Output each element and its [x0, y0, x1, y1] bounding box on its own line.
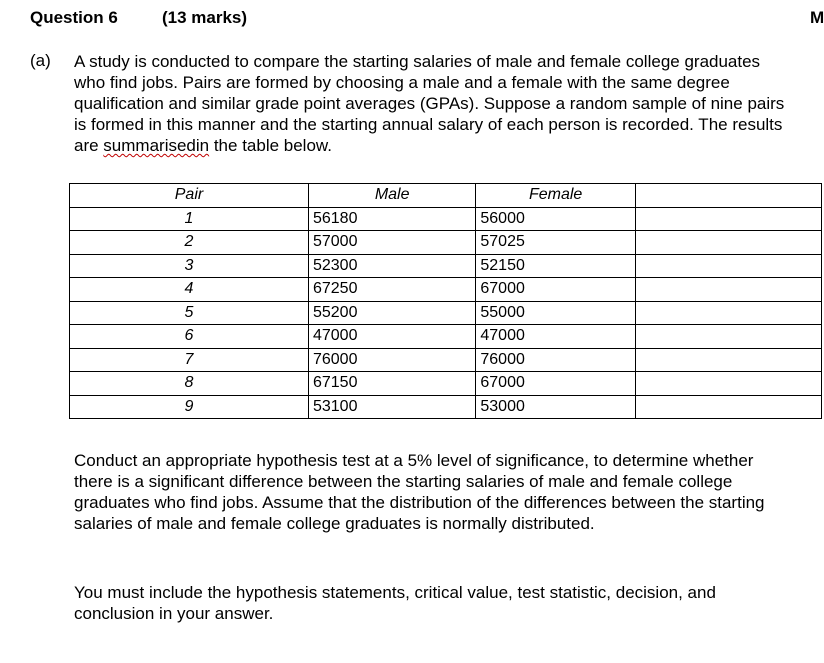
female-salary-cell: 67000 — [476, 278, 636, 302]
male-salary-cell: 55200 — [308, 301, 475, 325]
conduct-paragraph: Conduct an appropriate hypothesis test at a 5% level of significance, to determine whether there is a significant difference between the starting salaries of male and female college graduates who find jobs. Assume that the distribution of the differences between the starting salaries of male and female college graduates is normally distributed. — [74, 451, 765, 533]
male-salary-cell: 67150 — [308, 372, 475, 396]
pair-cell: 6 — [70, 325, 309, 349]
male-salary-cell: 52300 — [308, 254, 475, 278]
pair-cell: 1 — [70, 207, 309, 231]
female-salary-cell: 56000 — [476, 207, 636, 231]
blank-cell — [635, 231, 821, 255]
header-pair: Pair — [70, 184, 309, 208]
blank-cell — [635, 348, 821, 372]
table-row — [70, 278, 822, 302]
male-salary-cell: 67250 — [308, 278, 475, 302]
female-salary-cell: 57025 — [476, 231, 636, 255]
part-label: (a) — [30, 51, 51, 70]
table-row — [70, 254, 822, 278]
female-salary-cell: 76000 — [476, 348, 636, 372]
intro-text-end: the table below. — [209, 136, 332, 155]
table-row — [70, 301, 822, 325]
male-salary-cell: 57000 — [308, 231, 475, 255]
corner-letter: M — [810, 8, 824, 27]
question-marks: (13 marks) — [162, 8, 248, 27]
question-number: Question 6 — [30, 8, 118, 27]
pair-cell: 8 — [70, 372, 309, 396]
pair-cell: 7 — [70, 348, 309, 372]
table-row — [70, 395, 822, 419]
intro-paragraph — [74, 51, 794, 156]
table-row — [70, 372, 822, 396]
table-row — [70, 231, 822, 255]
include-paragraph: You must include the hypothesis statements, critical value, test statistic, decision, and conclusion in your answer. — [74, 583, 716, 623]
pair-cell: 2 — [70, 231, 309, 255]
female-salary-cell: 52150 — [476, 254, 636, 278]
table-row — [70, 207, 822, 231]
male-salary-cell: 76000 — [308, 348, 475, 372]
female-salary-cell: 55000 — [476, 301, 636, 325]
intro-text: A study is conducted to compare the starting salaries of male and female college graduates who find jobs. Pairs are formed by choosing a male and a female with the same degree qualification and similar grade point averages (GPAs). Suppose a random sample of nine pairs is formed in this manner and the starting annual salary of each person is recorded. The results are — [74, 52, 785, 155]
spellcheck-underlined-word: summarisedin — [103, 136, 210, 155]
blank-cell — [635, 278, 821, 302]
header-blank — [635, 184, 821, 208]
blank-cell — [635, 372, 821, 396]
table-row — [70, 348, 822, 372]
table-body — [70, 207, 822, 419]
table-header-row — [70, 184, 822, 208]
blank-cell — [635, 395, 821, 419]
female-salary-cell: 47000 — [476, 325, 636, 349]
blank-cell — [635, 207, 821, 231]
male-salary-cell: 47000 — [308, 325, 475, 349]
blank-cell — [635, 325, 821, 349]
male-salary-cell: 53100 — [308, 395, 475, 419]
blank-cell — [635, 254, 821, 278]
female-salary-cell: 67000 — [476, 372, 636, 396]
pair-cell: 4 — [70, 278, 309, 302]
male-salary-cell: 56180 — [308, 207, 475, 231]
header-female: Female — [476, 184, 636, 208]
female-salary-cell: 53000 — [476, 395, 636, 419]
blank-cell — [635, 301, 821, 325]
pair-cell: 3 — [70, 254, 309, 278]
table-row — [70, 325, 822, 349]
pair-cell: 9 — [70, 395, 309, 419]
header-male: Male — [308, 184, 475, 208]
salary-table — [69, 183, 822, 419]
pair-cell: 5 — [70, 301, 309, 325]
